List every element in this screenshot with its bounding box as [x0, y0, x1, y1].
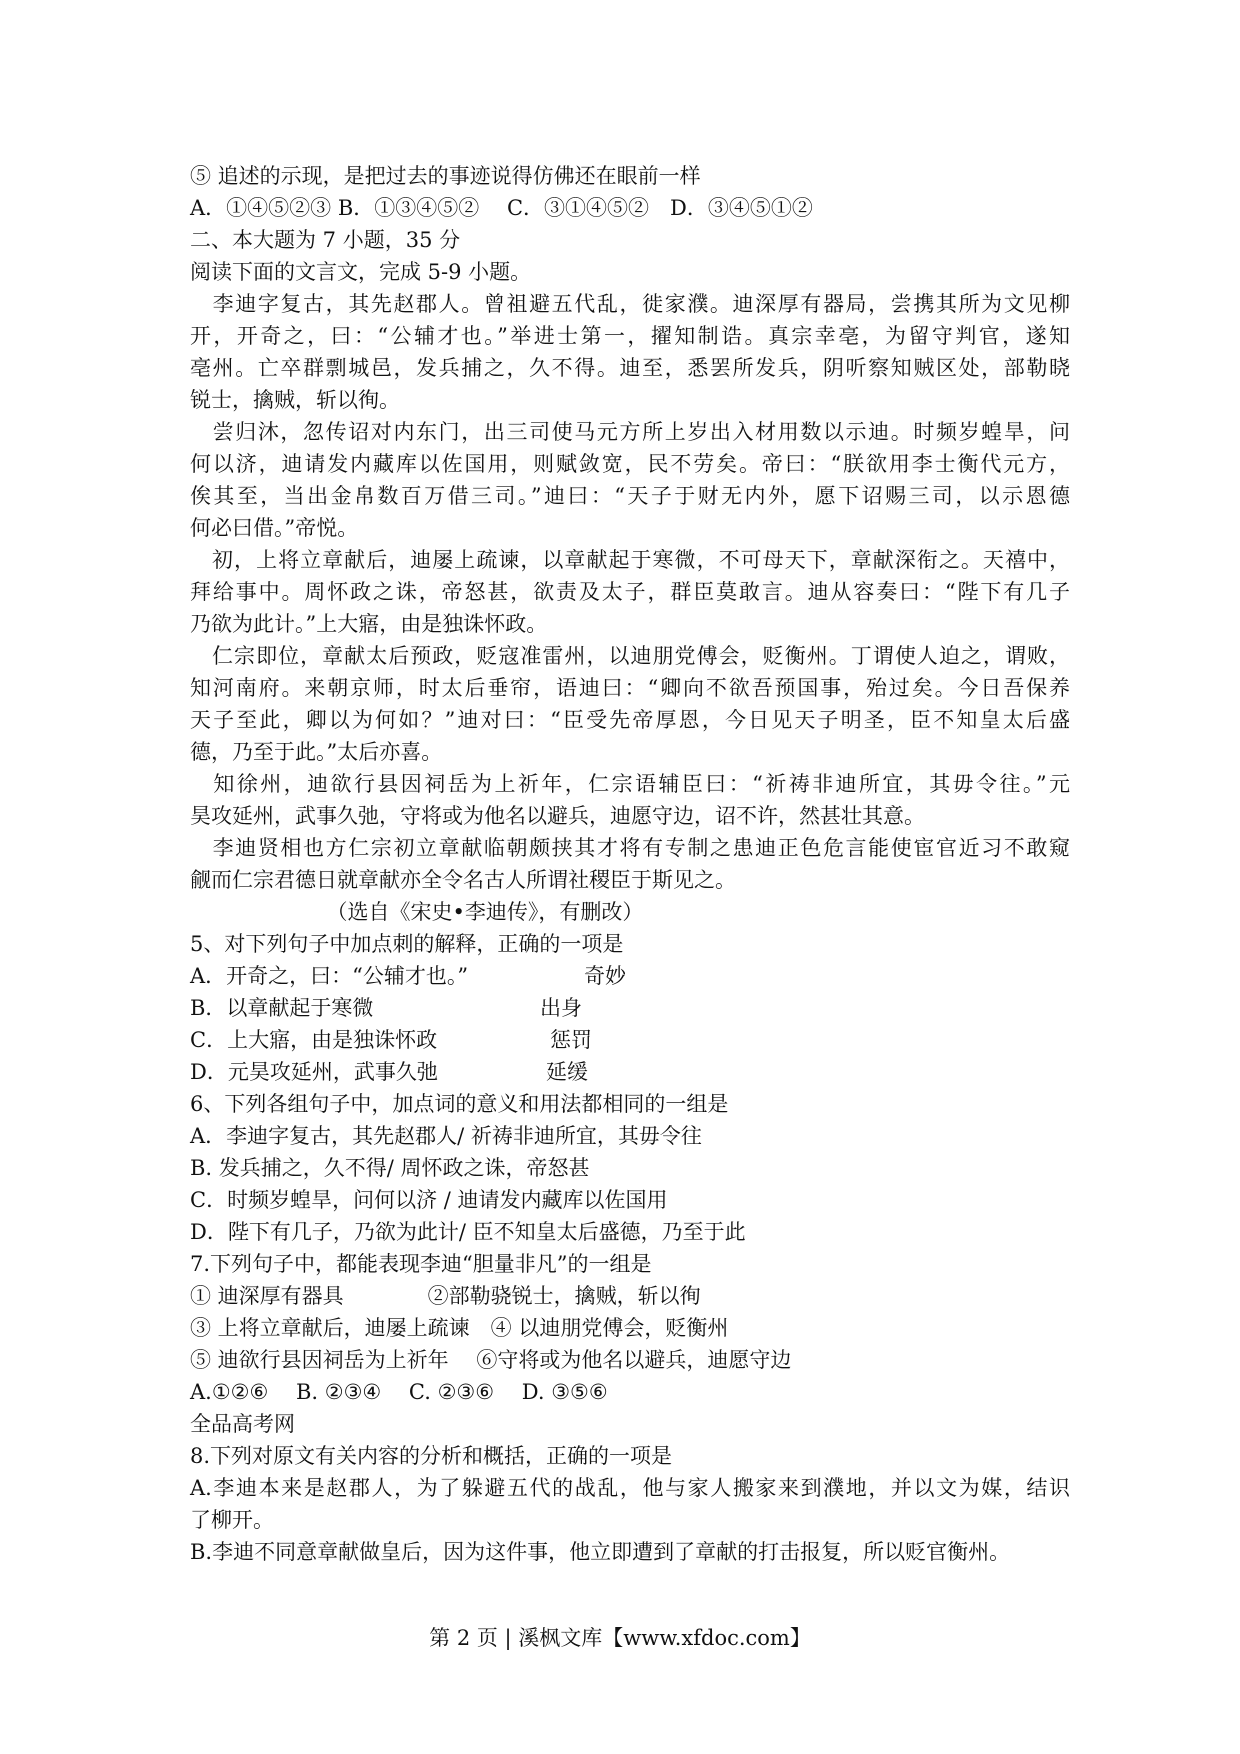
passage-line: 知河南府。来朝京师，时太后垂帘，语迪曰：“卿向不欲吾预国事，殆过矣。今日吾保养 — [190, 676, 1070, 700]
question-7-stem: 7.下列句子中，都能表现李迪“胆量非凡”的一组是 — [190, 1252, 652, 1276]
question-6-stem: 6、下列各组句子中，加点词的意义和用法都相同的一组是 — [190, 1092, 729, 1116]
text-line: ⑤ 追述的示现，是把过去的事迹说得仿佛还在眼前一样 — [190, 164, 701, 188]
q8-option-a-cont: 了柳开。 — [190, 1508, 274, 1532]
question-5-stem: 5、对下列句子中加点刺的解释，正确的一项是 — [190, 932, 624, 956]
q5-option-c-gloss: 惩罚 — [550, 1028, 592, 1052]
passage-line: 尝归沐，忽传诏对内东门，出三司使马元方所上岁出入材用数以示迪。时频岁蝗旱，问 — [190, 420, 1070, 444]
passage-line: 仁宗即位，章献太后预政，贬寇准雷州，以迪朋党傅会，贬衡州。丁谓使人迫之，谓败， — [190, 644, 1070, 668]
q5-option-a: A．开奇之，曰：“公辅才也。” — [190, 964, 469, 988]
passage-line: 德，乃至于此。”太后亦喜。 — [190, 740, 443, 764]
answer-options-q4: A．①④⑤②③ B．①③④⑤② C．③①④⑤② D．③④⑤①② — [190, 196, 813, 220]
passage-line: 乃欲为此计。”上大寤，由是独诛怀政。 — [190, 612, 548, 636]
passage-line: 亳州。亡卒群剽城邑，发兵捕之，久不得。迪至，悉罢所发兵，阴听察知贼区处，部勒晓 — [190, 356, 1070, 380]
passage-line: 何以济，迪请发内藏库以佐国用，则赋敛宽，民不劳矣。帝曰：“朕欲用李士衡代元方， — [190, 452, 1070, 476]
q8-option-b: B.李迪不同意章献做皇后，因为这件事，他立即遭到了章献的打击报复，所以贬官衡州。 — [190, 1540, 1011, 1564]
q7-options: A.①②⑥ B. ②③④ C. ②③⑥ D. ③⑤⑥ — [190, 1380, 608, 1404]
passage-line: 开，开奇之，曰：“公辅才也。”举进士第一，擢知制诰。真宗幸亳，为留守判官，遂知 — [190, 324, 1070, 348]
page-footer: 第 2 页 | 溪枫文库【www.xfdoc.com】 — [429, 1626, 811, 1650]
passage-line: 李迪字复古，其先赵郡人。曾祖避五代乱，徙家濮。迪深厚有器局，尝携其所为文见柳 — [190, 292, 1070, 316]
passage-line: 拜给事中。周怀政之诛，帝怒甚，欲责及太子，群臣莫敢言。迪从容奏曰：“陛下有几子 — [190, 580, 1070, 604]
passage-line: 天子至此，卿以为何如？”迪对曰：“臣受先帝厚恩，今日见天子明圣，臣不知皇太后盛 — [190, 708, 1070, 732]
q5-option-d: D．元昊攻延州，武事久弛 — [190, 1060, 438, 1084]
passage-source: （选自《宋史•李迪传》，有删改） — [190, 900, 644, 924]
q6-option-c: C．时频岁蝗旱，问何以济 / 迪请发内藏库以佐国用 — [190, 1188, 668, 1212]
passage-line: 何必曰借。”帝悦。 — [190, 516, 359, 540]
passage-line: 锐士，擒贼，斩以徇。 — [190, 388, 400, 412]
q5-option-b-gloss: 出身 — [540, 996, 582, 1020]
passage-line: 初，上将立章献后，迪屡上疏谏，以章献起于寒微，不可母天下，章献深衔之。天禧中， — [190, 548, 1070, 572]
reading-instruction: 阅读下面的文言文，完成 5-9 小题。 — [190, 260, 532, 284]
q6-option-d: D．陛下有几子，乃欲为此计/ 臣不知皇太后盛德，乃至于此 — [190, 1220, 746, 1244]
passage-line: 李迪贤相也方仁宗初立章献临朝颇挟其才将有专制之患迪正色危言能使宦官近习不敢窥 — [190, 836, 1070, 860]
passage-line: 觎而仁宗君德日就章献亦全令名古人所谓社稷臣于斯见之。 — [190, 868, 736, 892]
passage-line: 昊攻延州，武事久弛，守将或为他名以避兵，迪愿守边，诏不许，然甚壮其意。 — [190, 804, 925, 828]
q6-option-a: A．李迪字复古，其先赵郡人/ 祈祷非迪所宜，其毋令往 — [190, 1124, 702, 1148]
q5-option-a-gloss: 奇妙 — [584, 964, 626, 988]
section-heading: 二、本大题为 7 小题，35 分 — [190, 228, 461, 252]
question-8-stem: 8.下列对原文有关内容的分析和概括，正确的一项是 — [190, 1444, 673, 1468]
passage-line: 俟其至，当出金帛数百万借三司。”迪曰：“天子于财无内外，愿下诏赐三司，以示恩德 — [190, 484, 1070, 508]
q5-option-b: B．以章献起于寒微 — [190, 996, 374, 1020]
q8-option-a: A.李迪本来是赵郡人，为了躲避五代的战乱，他与家人搬家来到濮地，并以文为媒，结识 — [190, 1476, 1070, 1500]
q5-option-c: C．上大寤，由是独诛怀政 — [190, 1028, 438, 1052]
q5-option-d-gloss: 延缓 — [546, 1060, 588, 1084]
watermark-text: 全品高考网 — [190, 1412, 295, 1436]
passage-line: 知徐州，迪欲行县因祠岳为上祈年，仁宗语辅臣曰：“祈祷非迪所宜，其毋令往。”元 — [190, 772, 1070, 796]
q6-option-b: B. 发兵捕之，久不得/ 周怀政之诛，帝怒甚 — [190, 1156, 590, 1180]
q7-items: ⑤ 迪欲行县因祠岳为上祈年 ⑥守将或为他名以避兵，迪愿守边 — [190, 1348, 792, 1372]
q7-items: ① 迪深厚有器具 ②部勒骁锐士，擒贼，斩以徇 — [190, 1284, 701, 1308]
q7-items: ③ 上将立章献后，迪屡上疏谏 ④ 以迪朋党傅会，贬衡州 — [190, 1316, 729, 1340]
